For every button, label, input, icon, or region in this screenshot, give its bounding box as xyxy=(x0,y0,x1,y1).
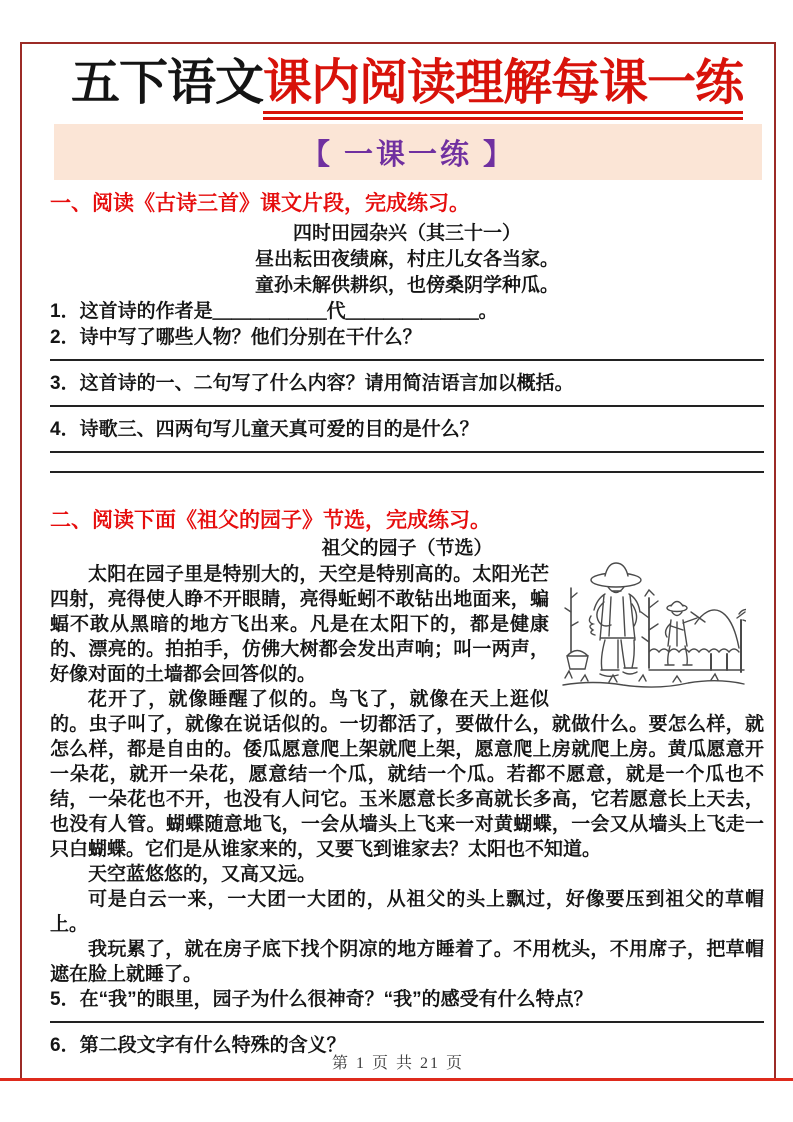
poem-block xyxy=(50,221,764,299)
page-footer: 第 1 页 共 21 页 xyxy=(331,1055,464,1072)
passage-paragraph: 可是白云一来，一大团一大团的，从祖父的头上飘过，好像要压到祖父的草帽上。 xyxy=(50,888,764,935)
passage-paragraph: 天空蓝悠悠的，又高又远。 xyxy=(88,863,317,885)
footer-rule xyxy=(0,1078,793,1081)
passage-block xyxy=(50,536,764,987)
passage-paragraph: 我玩累了，就在房子底下找个阴凉的地方睡着了。不用枕头，不用席子，把草帽遮在脸上就睡了。 xyxy=(50,938,764,985)
passage-paragraph: 太阳在园子里是特别大的，天空是特别高的。太阳光芒四射，亮得使人睁不开眼睛，亮得蚯蚓不敢钻出地面来，蝙蝠不敢从黑暗的地方飞出来。凡是在太阳下的，都是健康的、漂亮的。拍拍手，仿佛大树都会发出声响；叫一两声，好像对面的土墙都会回答似的。 xyxy=(50,563,549,685)
question-6: 6．第二段文字有什么特殊的含义？ xyxy=(50,1034,346,1056)
question-5: 5．在“我”的眼里，园子为什么很神奇？“我”的感受有什么特点？ xyxy=(50,988,593,1010)
question-1: 1．这首诗的作者是＿＿＿＿＿＿代＿＿＿＿＿＿＿。 xyxy=(50,300,498,322)
section1-heading: 一、阅读《古诗三首》课文片段，完成练习。 xyxy=(50,191,470,215)
passage-title: 祖父的园子（节选） xyxy=(321,537,493,559)
garden-illustration xyxy=(561,560,746,688)
question-4: 4．诗歌三、四两句写儿童天真可爱的目的是什么？ xyxy=(50,418,479,440)
answer-line xyxy=(50,443,764,453)
question-3: 3．这首诗的一、二句写了什么内容？请用简洁语言加以概括。 xyxy=(50,372,574,394)
answer-line xyxy=(50,351,764,361)
banner-label: 【 一课一练 】 xyxy=(300,138,516,171)
passage-paragraph: 花开了，就像睡醒了似的。鸟飞了，就像在天上逛似的。虫子叫了，就像在说话似的。一切都活了，要做什么，就做什么。要怎么样，就怎么样，都是自由的。倭瓜愿意爬上架就爬上架，愿意爬上房就爬上房。黄瓜愿意开一朵花，就开一朵花，愿意结一个瓜，就结一个瓜。若都不愿意，就是一个瓜也不结，一朵花也不开，也没有人问它。玉米愿意长多高就长多高，它若愿意长上天去，也没有人管。蝴蝶随意地飞，一会从墙头上飞来一对黄蝴蝶，一会又从墙头上飞走一只白蝴蝶。它们是从谁家来的，又要飞到谁家去？太阳也不知道。 xyxy=(50,688,764,860)
poem-line: 童孙未解供耕织，也傍桑阴学种瓜。 xyxy=(254,274,559,296)
garden-wall xyxy=(649,649,739,652)
answer-line xyxy=(50,1013,764,1023)
answer-line xyxy=(50,397,764,407)
section2-heading: 二、阅读下面《祖父的园子》节选，完成练习。 xyxy=(50,508,491,532)
poem-line: 昼出耘田夜绩麻，村庄儿女各当家。 xyxy=(254,248,559,270)
section-banner xyxy=(54,124,762,180)
answer-line xyxy=(50,463,764,473)
page-title xyxy=(50,56,764,111)
page-frame xyxy=(20,42,776,1078)
spray-arc xyxy=(695,610,739,648)
page-title-black: 五下语文 xyxy=(70,56,263,110)
page-title-red: 课内阅读理解每课一练 xyxy=(263,56,743,120)
question-2: 2．诗中写了哪些人物？他们分别在干什么？ xyxy=(50,326,422,348)
poem-title: 四时田园杂兴（其三十一） xyxy=(292,222,521,244)
